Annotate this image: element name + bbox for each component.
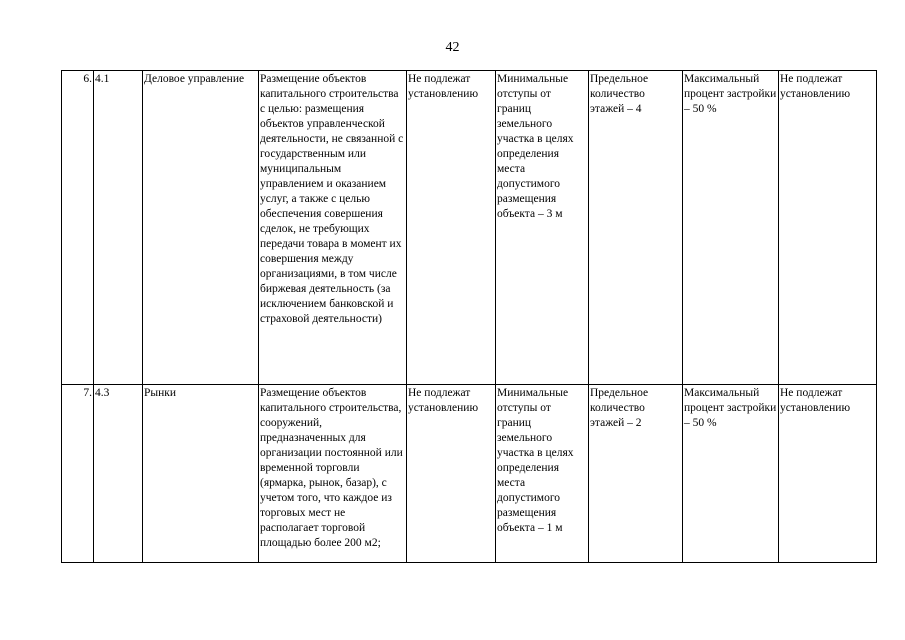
- row-number-cell: 6.: [62, 71, 94, 385]
- area-cell: Не подлежат установлению: [407, 71, 496, 385]
- floors-cell: Предельное количество этажей – 4: [589, 71, 683, 385]
- coverage-cell: Максимальный процент застройки – 50 %: [683, 385, 779, 563]
- setbacks-cell: Минимальные отступы от границ земельного участка в целях определения места допустимого размещения объекта – 1 м: [496, 385, 589, 563]
- area-cell: Не подлежат установлению: [407, 385, 496, 563]
- use-name-cell: Деловое управление: [143, 71, 259, 385]
- zoning-table: [61, 70, 877, 563]
- table-row: [62, 385, 877, 563]
- description-cell: Размещение объектов капитального строительства, сооружений, предназначенных для организации постоянной или временной торговли (ярмарка, рынок, базар), с учетом того, что каждое из торговых мест не располагает торговой площадью более 200 м2;: [259, 385, 407, 563]
- other-cell: Не подлежат установлению: [779, 385, 877, 563]
- table-row: [62, 71, 877, 385]
- code-cell: 4.1: [94, 71, 143, 385]
- floors-cell: Предельное количество этажей – 2: [589, 385, 683, 563]
- code-cell: 4.3: [94, 385, 143, 563]
- row-number-cell: 7.: [62, 385, 94, 563]
- other-cell: Не подлежат установлению: [779, 71, 877, 385]
- coverage-cell: Максимальный процент застройки – 50 %: [683, 71, 779, 385]
- use-name-cell: Рынки: [143, 385, 259, 563]
- description-cell: Размещение объектов капитального строительства с целью: размещения объектов управленческой деятельности, не связанной с государственным или муниципальным управлением и оказанием услуг, а также с целью обеспечения совершения сделок, не требующих передачи товара в момент их совершения между организациями, в том числе биржевая деятельность (за исключением банковской и страховой деятельности): [259, 71, 407, 385]
- page-number: 42: [445, 40, 460, 55]
- setbacks-cell: Минимальные отступы от границ земельного участка в целях определения места допустимого размещения объекта – 3 м: [496, 71, 589, 385]
